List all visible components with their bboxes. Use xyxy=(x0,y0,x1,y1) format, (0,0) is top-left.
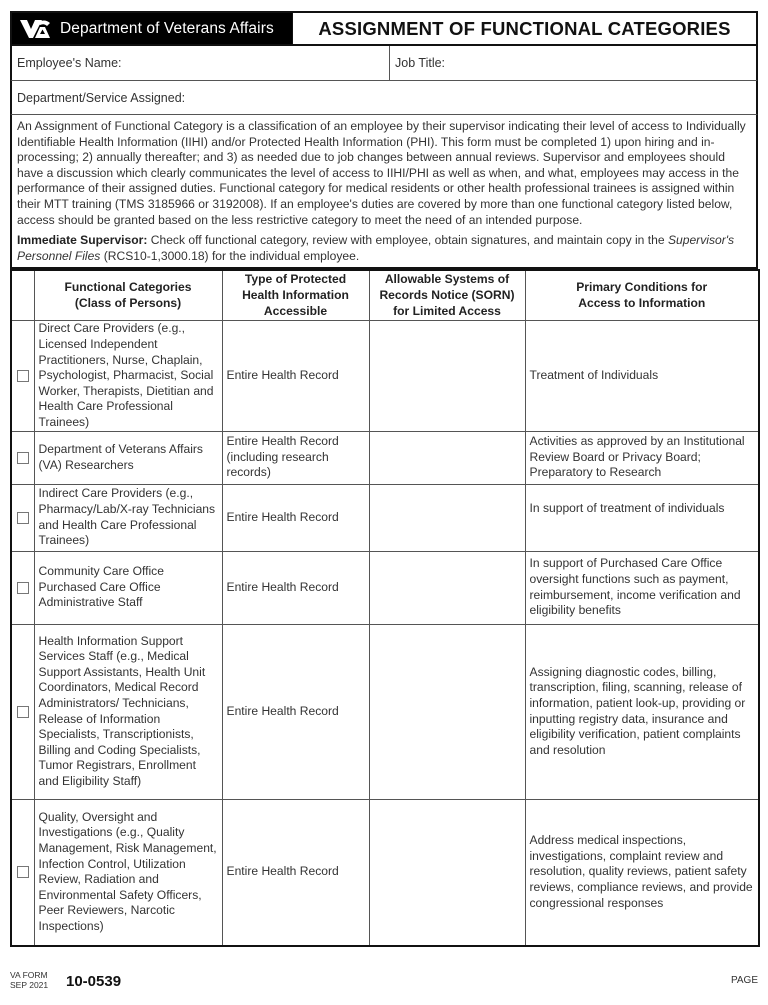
category-checkbox[interactable] xyxy=(17,706,29,718)
table-row xyxy=(11,624,759,799)
category-cell: Indirect Care Providers (e.g., Pharmacy/Lab/X-ray Technicians and Health Care Professional Trainees) xyxy=(34,484,222,551)
job-title-field[interactable] xyxy=(390,46,756,80)
agency-banner xyxy=(12,13,292,44)
instructions-block xyxy=(10,115,758,269)
category-cell: Community Care Office Purchased Care Office Administrative Staff xyxy=(34,551,222,624)
phi-type-cell: Entire Health Record xyxy=(222,624,369,799)
table-row xyxy=(11,484,759,551)
header-functional-categories: Functional Categories (Class of Persons) xyxy=(34,270,222,321)
department-service-field[interactable] xyxy=(10,81,758,115)
form-label: VA FORM SEP 2021 xyxy=(10,970,49,990)
sorn-cell xyxy=(369,484,525,551)
sorn-cell xyxy=(369,431,525,484)
va-logo-icon xyxy=(18,17,52,41)
form-header xyxy=(10,11,758,46)
conditions-cell: In support of Purchased Care Office oversight functions such as payment, reimbursement, income verification and eligibility benefits xyxy=(525,551,759,624)
table-row xyxy=(11,551,759,624)
sorn-cell xyxy=(369,799,525,946)
category-cell: Health Information Support Services Staff (e.g., Medical Support Assistants, Health Unit Coordinators, Medical Record Administrators/ Technicians, Release of Information Specialists, Transcriptionists, Billing and Coding Specialists, Tumor Registrars, Enrollment and Eligibility Staff) xyxy=(34,624,222,799)
sorn-cell xyxy=(369,551,525,624)
conditions-cell: Activities as approved by an Institutional Review Board or Privacy Board; Preparatory to Research xyxy=(525,431,759,484)
table-header-row xyxy=(11,270,759,321)
conditions-cell: Treatment of Individuals xyxy=(525,321,759,431)
category-checkbox[interactable] xyxy=(17,452,29,464)
job-title-label: Job Title: xyxy=(395,56,446,70)
table-row xyxy=(11,321,759,431)
category-cell: Direct Care Providers (e.g., Licensed Independent Practitioners, Nurse, Chaplain, Psychologist, Pharmacist, Social Worker, Therapists, Dietitian and Health Care Professional Trainees) xyxy=(34,321,222,431)
instructions-paragraph: An Assignment of Functional Category is a classification of an employee by their supervisor indicating their level of access to Individually Identifiable Health Information (IIHI) and/or Protected Health Information (PHI). This form must be completed 1) upon hiring and in-processing; 2) annually thereafter; and 3) as needed due to job changes between annual reviews. Supervisor and employees should have a discussion which clearly communicates the level of access to IIHI/PHI as well as when, and what, employees may access in the performance of their assigned duties. Functional category for medical residents or other health professional trainees is assigned within their MTT training (TMS 3185966 or 3192008). If an employee's duties are covered by more than one functional category listed below, access should be granted based on the less restrictive category to meet the need of an intended purpose. xyxy=(17,119,746,227)
table-row xyxy=(11,431,759,484)
phi-type-cell: Entire Health Record xyxy=(222,321,369,431)
header-phi-type: Type of Protected Health Information Accessible xyxy=(222,270,369,321)
category-cell: Department of Veterans Affairs (VA) Researchers xyxy=(34,431,222,484)
conditions-cell: Assigning diagnostic codes, billing, transcription, filing, scanning, release of information, patient look-up, providing or inputting registry data, insurance and eligibility verification, patient complaints and resolution xyxy=(525,624,759,799)
form-number: 10-0539 xyxy=(66,973,122,990)
sorn-cell xyxy=(369,624,525,799)
category-cell: Quality, Oversight and Investigations (e.g., Quality Management, Risk Management, Infection Control, Utilization Review, Radiation and Environmental Safety Officers, Peer Reviewers, Narcotic Inspections) xyxy=(34,799,222,946)
supervisor-files-ref: Supervisor's Personnel Files xyxy=(17,233,735,263)
header-primary-conditions: Primary Conditions for Access to Information xyxy=(525,270,759,321)
supervisor-instructions: Immediate Supervisor: Check off functional category, review with employee, obtain signatures, and maintain copy in the Supervisor's Personnel Files (RCS10-1,3000.18) for the individual employee. xyxy=(17,233,735,263)
category-checkbox[interactable] xyxy=(17,582,29,594)
phi-type-cell: Entire Health Record xyxy=(222,484,369,551)
category-checkbox[interactable] xyxy=(17,370,29,382)
category-checkbox[interactable] xyxy=(17,512,29,524)
form-title: ASSIGNMENT OF FUNCTIONAL CATEGORIES xyxy=(292,13,756,44)
department-name: Department of Veterans Affairs xyxy=(60,19,274,37)
header-sorn: Allowable Systems of Records Notice (SORN) for Limited Access xyxy=(369,270,525,321)
department-service-label: Department/Service Assigned: xyxy=(17,90,186,105)
employee-name-label: Employee's Name: xyxy=(17,56,122,70)
form-footer xyxy=(10,963,758,1003)
functional-categories-table xyxy=(10,269,760,947)
form-page xyxy=(10,11,758,947)
employee-name-field[interactable] xyxy=(12,46,390,80)
header-checkbox-col xyxy=(11,270,34,321)
supervisor-label: Immediate Supervisor: xyxy=(17,233,148,248)
phi-type-cell: Entire Health Record (including research records) xyxy=(222,431,369,484)
category-checkbox[interactable] xyxy=(17,866,29,878)
conditions-cell: Address medical inspections, investigations, complaint review and resolution, quality reviews, patient safety reviews, compliance reviews, and provide congressional responses xyxy=(525,799,759,946)
conditions-cell: In support of treatment of individuals xyxy=(525,484,759,551)
employee-row xyxy=(10,46,758,81)
phi-type-cell: Entire Health Record xyxy=(222,799,369,946)
table-row xyxy=(11,799,759,946)
phi-type-cell: Entire Health Record xyxy=(222,551,369,624)
sorn-cell xyxy=(369,321,525,431)
page-label: PAGE xyxy=(730,975,758,986)
